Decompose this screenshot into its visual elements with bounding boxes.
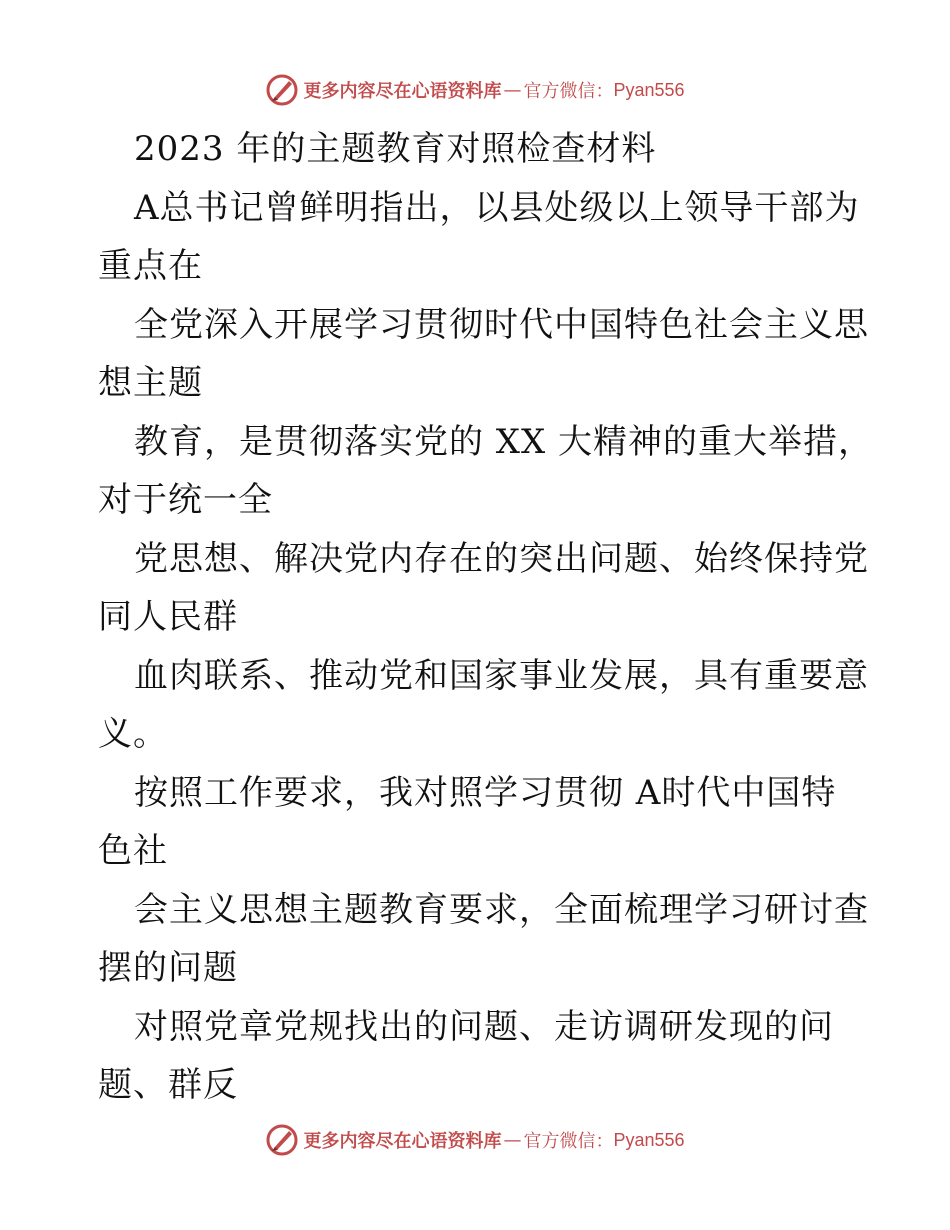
body-line: 党思想、解决党内存在的突出问题、始终保持党 (134, 538, 869, 579)
banner-wechat-label: 官方微信： (523, 1131, 614, 1152)
body-line: 想主题 (98, 363, 203, 403)
banner-title: 更多内容尽在心语资料库 (303, 81, 502, 102)
body-line: 色社 (98, 831, 168, 871)
banner-separator: — (503, 1129, 522, 1151)
body-line: 会主义思想主题教育要求，全面梳理学习研讨查 (134, 889, 869, 930)
banner-wechat-label: 官方微信： (523, 81, 614, 102)
body-line: 对于统一全 (98, 480, 273, 520)
footer-banner (0, 1120, 950, 1160)
body-line: 教育，是贯彻落实党的 XX 大精神的重大举措， (134, 421, 874, 462)
body-line: 对照党章党规找出的问题、走访调研发现的问 (134, 1006, 834, 1047)
document-body (98, 120, 874, 1115)
banner-title: 更多内容尽在心语资料库 (303, 1131, 502, 1152)
body-line: A总书记曾鲜明指出，以县处级以上领导干部为 (134, 187, 860, 228)
body-line: 按照工作要求，我对照学习贯彻 A时代中国特 (134, 772, 837, 813)
body-line: 摆的问题 (98, 948, 238, 988)
document-title: 2023 年的主题教育对照检查材料 (134, 129, 657, 169)
body-line: 义。 (98, 714, 168, 754)
body-line: 重点在 (98, 246, 203, 286)
body-line: 全党深入开展学习贯彻时代中国特色社会主义思 (134, 304, 869, 345)
header-banner (0, 70, 950, 110)
body-line: 同人民群 (98, 597, 238, 637)
banner-separator: — (503, 79, 522, 101)
body-line: 题、群反 (98, 1065, 238, 1105)
banner-wechat-id: Pyan556 (613, 1129, 685, 1150)
quill-pen-logo-icon (265, 73, 299, 107)
banner-wechat-id: Pyan556 (613, 79, 685, 100)
body-line: 血肉联系、推动党和国家事业发展，具有重要意 (134, 655, 869, 696)
quill-pen-logo-icon (265, 1123, 299, 1157)
